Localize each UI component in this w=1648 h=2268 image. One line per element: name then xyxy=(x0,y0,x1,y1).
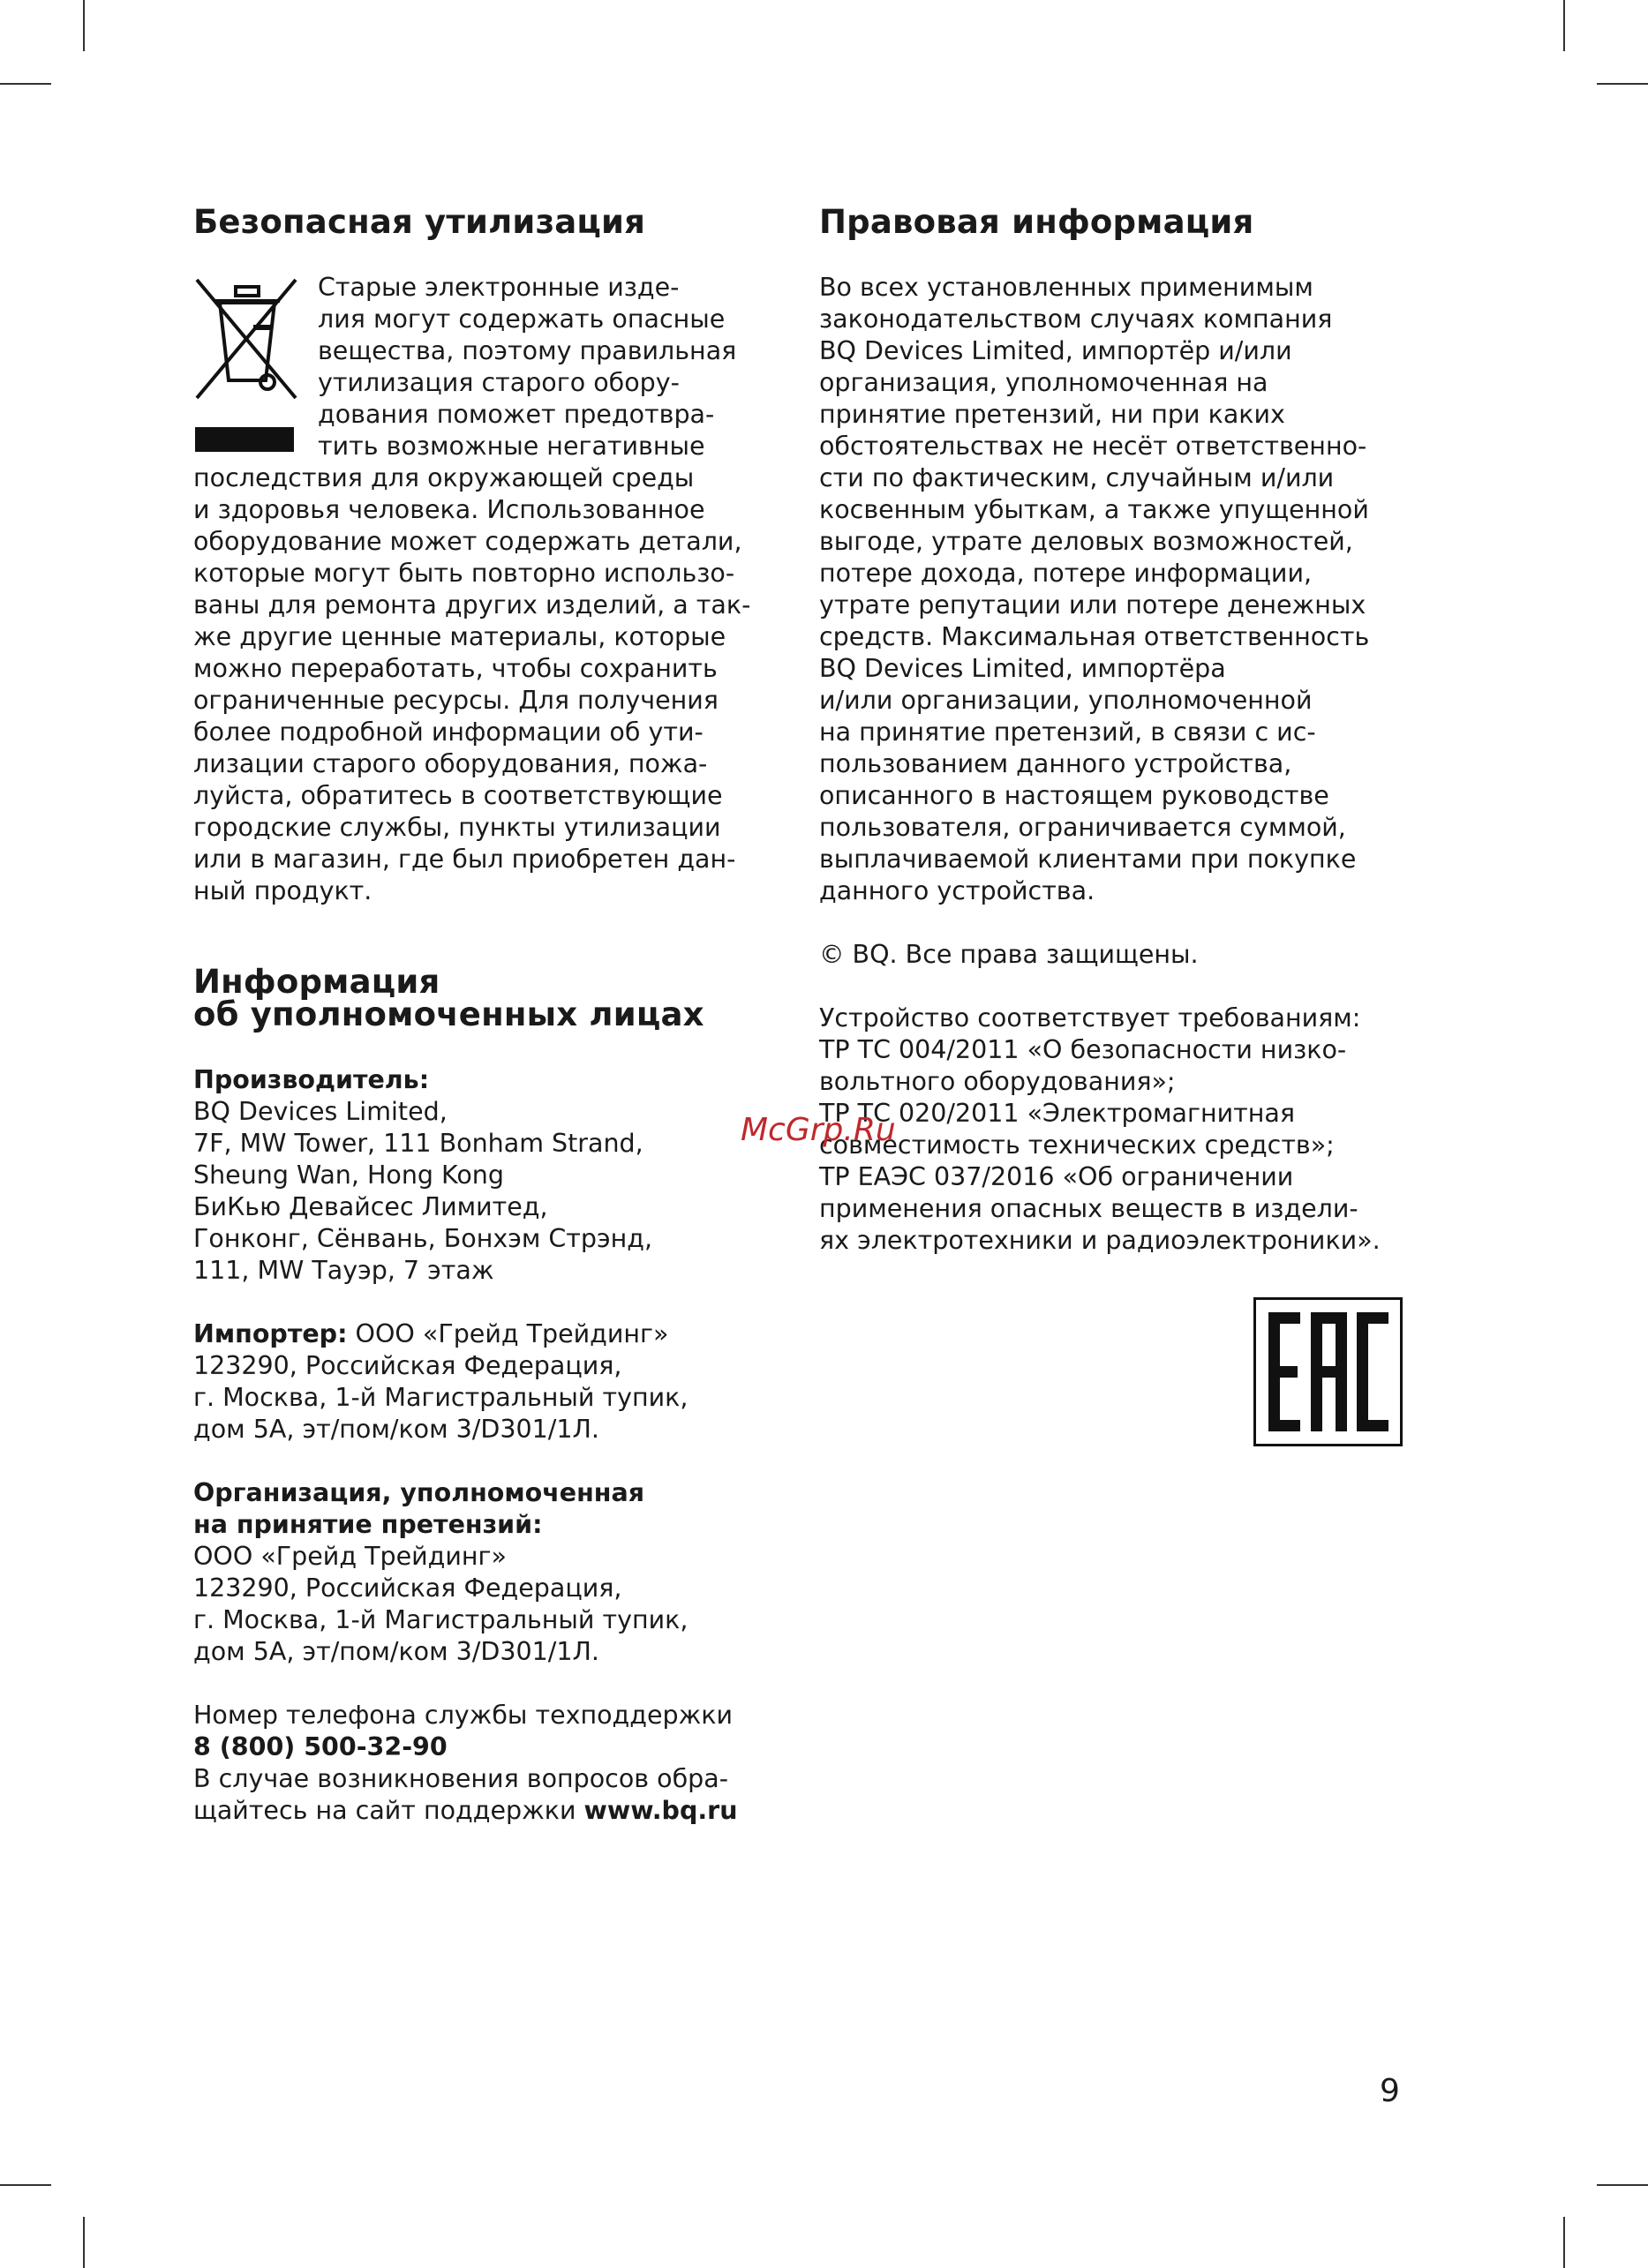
crop-mark-top-left-horizontal xyxy=(0,83,51,85)
manufacturer-address xyxy=(193,1096,652,1287)
disposal-text-line: или в магазин, где был приобретен дан- xyxy=(193,845,736,874)
legal-text-line: BQ Devices Limited, импортёр и/или xyxy=(819,336,1292,365)
page-number: 9 xyxy=(1380,2073,1400,2109)
importer-address-line: г. Москва, 1-й Магистральный тупик, xyxy=(193,1383,689,1412)
support-site-line1: В случае возникновения вопросов обра- xyxy=(193,1764,728,1793)
crop-mark-bottom-left-vertical xyxy=(83,2217,85,2268)
claims-address-line: 123290, Российская Федерация, xyxy=(193,1573,622,1603)
compliance-text-line: совместимость технических средств»; xyxy=(819,1130,1335,1160)
legal-text-line: косвенным убыткам, а также упущенной xyxy=(819,495,1369,524)
legal-text-line: Во всех установленных применимым xyxy=(819,273,1313,302)
disposal-text-line: вещества, поэтому правильная xyxy=(318,336,737,365)
copyright: © BQ. Все права защищены. xyxy=(819,940,1199,969)
disposal-text-line: ограниченные ресурсы. Для получения xyxy=(193,686,719,715)
legal-text-line: на принятие претензий, в связи с ис- xyxy=(819,717,1316,747)
importer-address xyxy=(193,1350,688,1446)
claims-address-line: ООО «Грейд Трейдинг» xyxy=(193,1542,507,1571)
importer-address-line: дом 5А, эт/пом/ком 3/D301/1Л. xyxy=(193,1415,599,1444)
manufacturer-address-line: BQ Devices Limited, xyxy=(193,1097,448,1126)
legal-text-line: обстоятельствах не несёт ответственно- xyxy=(819,432,1367,461)
legal-text-line: выплачиваемой клиентами при покупке xyxy=(819,845,1357,874)
legal-heading: Правовая информация xyxy=(819,203,1254,241)
manufacturer-label: Производитель: xyxy=(193,1065,430,1094)
support-phone[interactable]: 8 (800) 500-32-90 xyxy=(193,1732,448,1761)
legal-text-line: данного устройства. xyxy=(819,876,1095,905)
crop-mark-top-right-vertical xyxy=(1563,0,1565,51)
legal-text-line: и/или организации, уполномоченной xyxy=(819,686,1313,715)
manufacturer-address-line: Гонконг, Сёнвань, Бонхэм Стрэнд, xyxy=(193,1224,653,1253)
eac-mark-icon xyxy=(1256,1300,1400,1444)
manufacturer-block xyxy=(193,1064,652,1287)
support-block xyxy=(193,1700,738,1827)
eac-mark xyxy=(1253,1297,1403,1446)
compliance-text-line: ТР ЕАЭС 037/2016 «Об ограничении xyxy=(819,1162,1294,1191)
claims-label-line1: Организация, уполномоченная xyxy=(193,1478,645,1507)
compliance-text-line: применения опасных веществ в издели- xyxy=(819,1194,1358,1223)
info-heading xyxy=(193,965,704,1031)
disposal-text-line: лия могут содержать опасные xyxy=(318,304,726,334)
claims-address-line: г. Москва, 1-й Магистральный тупик, xyxy=(193,1605,689,1634)
legal-text xyxy=(819,272,1369,907)
manufacturer-address-line: 111, MW Тауэр, 7 этаж xyxy=(193,1256,494,1285)
legal-text-line: средств. Максимальная ответственность xyxy=(819,622,1370,651)
compliance-text-line: ях электротехники и радиоэлектроники». xyxy=(819,1226,1381,1255)
claims-address xyxy=(193,1541,688,1668)
legal-text-line: потере дохода, потере информации, xyxy=(819,559,1313,588)
disposal-text-line: тить возможные негативные xyxy=(318,432,705,461)
disposal-text-line: луйста, обратитесь в соответствующие xyxy=(193,781,723,810)
disposal-text-line: же другие ценные материалы, которые xyxy=(193,622,726,651)
legal-text-line: описанного в настоящем руководстве xyxy=(819,781,1329,810)
disposal-text-line: утилизация старого обору- xyxy=(318,368,680,397)
crop-mark-top-right-horizontal xyxy=(1597,83,1648,85)
manufacturer-address-line: 7F, MW Tower, 111 Bonham Strand, xyxy=(193,1129,643,1158)
disposal-text-line: городские службы, пункты утилизации xyxy=(193,813,721,842)
info-heading-line2: об уполномоченных лицах xyxy=(193,995,704,1033)
compliance-text-line: ТР ТС 020/2011 «Электромагнитная xyxy=(819,1099,1295,1128)
crop-mark-bottom-right-horizontal xyxy=(1597,2184,1648,2186)
manufacturer-address-line: БиКью Девайсес Лимитед, xyxy=(193,1192,548,1221)
disposal-text-line: Старые электронные изде- xyxy=(318,273,680,302)
disposal-text-line: дования поможет предотвра- xyxy=(318,400,715,429)
legal-text-line: BQ Devices Limited, импортёра xyxy=(819,654,1226,683)
disposal-text-line: оборудование может содержать детали, xyxy=(193,527,742,556)
disposal-text-line: ваны для ремонта других изделий, а так- xyxy=(193,590,751,620)
disposal-text-line: лизации старого оборудования, пожа- xyxy=(193,749,708,778)
claims-address-line: дом 5А, эт/пом/ком 3/D301/1Л. xyxy=(193,1637,599,1666)
legal-text-line: пользователя, ограничивается суммой, xyxy=(819,813,1346,842)
disposal-text-line: ный продукт. xyxy=(193,876,372,905)
info-heading-line1: Информация xyxy=(193,963,440,1001)
watermark: McGrp.Ru xyxy=(741,1112,896,1148)
claims-block xyxy=(193,1477,688,1668)
disposal-text-line: которые могут быть повторно использо- xyxy=(193,559,735,588)
compliance-text-line: Устройство соответствует требованиям: xyxy=(819,1003,1361,1033)
compliance-text-line: вольтного оборудования»; xyxy=(819,1067,1176,1096)
legal-text-line: организация, уполномоченная на xyxy=(819,368,1268,397)
legal-text-line: выгоде, утрате деловых возможностей, xyxy=(819,527,1353,556)
claims-label-line2: на принятие претензий: xyxy=(193,1510,543,1539)
legal-text-line: пользованием данного устройства, xyxy=(819,749,1292,778)
importer-address-line: 123290, Российская Федерация, xyxy=(193,1351,622,1380)
crop-mark-bottom-right-vertical xyxy=(1563,2217,1565,2268)
disposal-text-line: последствия для окружающей среды xyxy=(193,463,695,492)
manufacturer-address-line: Sheung Wan, Hong Kong xyxy=(193,1160,504,1190)
disposal-text xyxy=(193,272,780,907)
disposal-text-line: и здоровья человека. Использованное xyxy=(193,495,705,524)
legal-text-line: утрате репутации или потере денежных xyxy=(819,590,1366,620)
legal-text-line: законодательством случаях компания xyxy=(819,304,1333,334)
disposal-text-line: можно переработать, чтобы сохранить xyxy=(193,654,718,683)
support-site-line2: щайтесь на сайт поддержки xyxy=(193,1796,584,1825)
disposal-text-line: более подробной информации об ути- xyxy=(193,717,704,747)
legal-text-line: принятие претензий, ни при каких xyxy=(819,400,1285,429)
compliance-text xyxy=(819,1003,1381,1257)
support-site-link[interactable]: www.bq.ru xyxy=(583,1796,738,1825)
compliance-text-line: ТР ТС 004/2011 «О безопасности низко- xyxy=(819,1035,1347,1064)
importer-name: ООО «Грейд Трейдинг» xyxy=(347,1319,669,1348)
legal-text-line: сти по фактическим, случайным и/или xyxy=(819,463,1335,492)
importer-label: Импортер: xyxy=(193,1319,348,1348)
crop-mark-bottom-left-horizontal xyxy=(0,2184,51,2186)
importer-block xyxy=(193,1318,688,1446)
support-text: Номер телефона службы техподдержки xyxy=(193,1701,733,1730)
disposal-heading: Безопасная утилизация xyxy=(193,203,646,241)
crop-mark-top-left-vertical xyxy=(83,0,85,51)
